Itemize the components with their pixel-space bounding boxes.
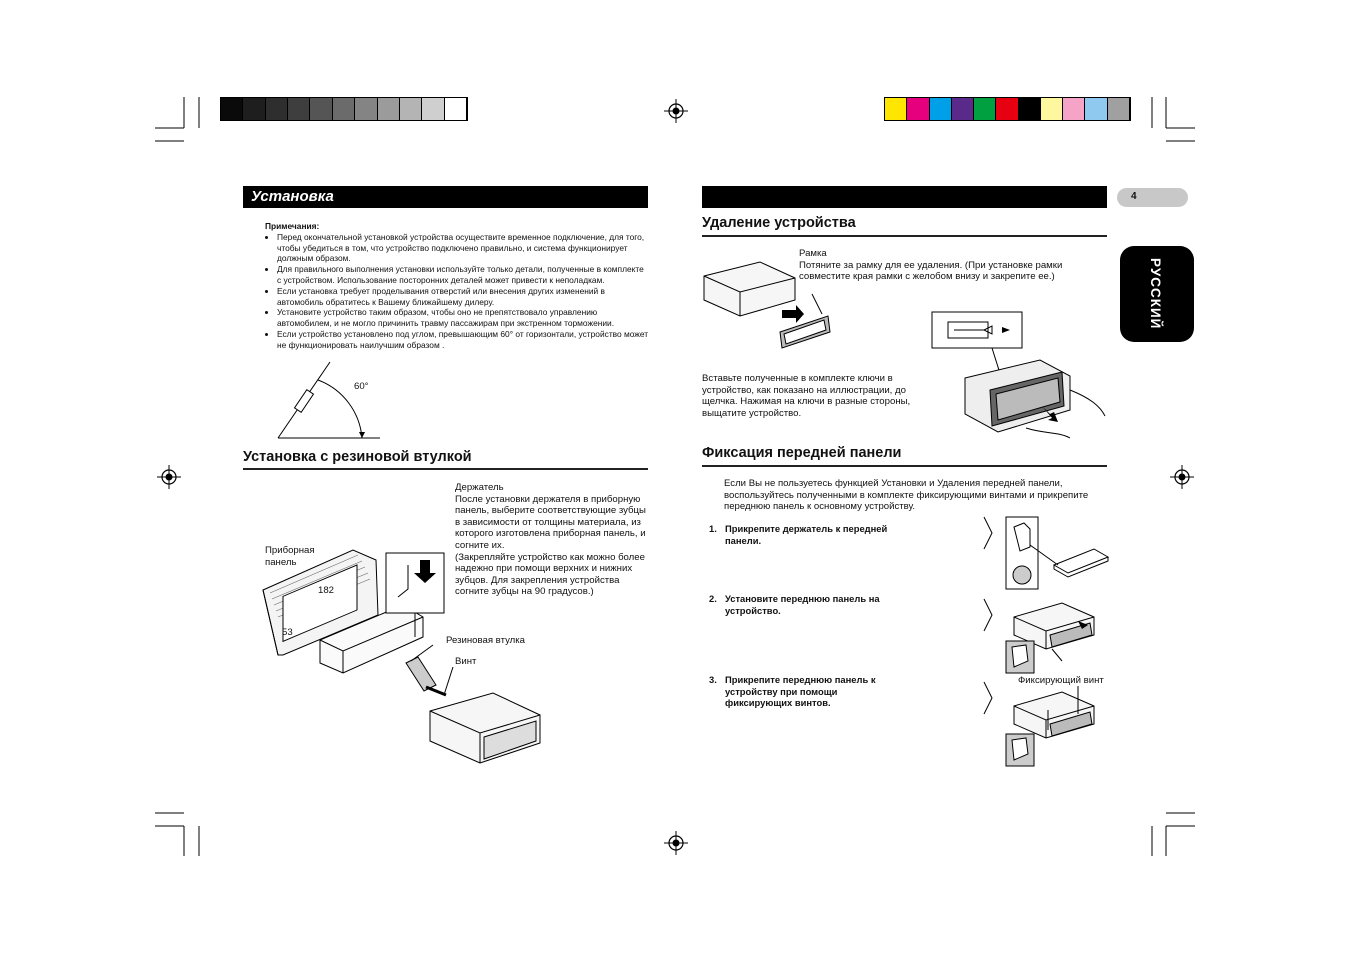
step-2-illustration [982,597,1112,677]
step-text: Прикрепите держатель к передней панели. [725,523,888,546]
heading-rule [702,465,1107,467]
frame-description [799,248,1109,283]
page-number: 4 [1131,191,1137,202]
color-swatch [422,98,444,120]
step-number: 3. [709,674,717,685]
color-swatch [288,98,310,120]
color-swatch [974,98,996,120]
heading-rule [702,235,1107,237]
section-title-bar [243,186,648,208]
color-swatch [400,98,422,120]
step-1 [709,523,909,553]
removal-heading: Удаление устройства [702,215,856,231]
registration-mark-bottom [664,831,688,855]
color-swatch [996,98,1018,120]
step-2 [709,593,909,623]
color-swatch [907,98,929,120]
keys-description: Вставьте полученные в комплекте ключи в устройство, как показано на иллюстрации, до щелчка. Нажимая на ключи в разные стороны, выщатите устройство. [702,373,911,419]
step-3-illustration [982,680,1112,770]
bushing-label: Резиновая втулка [446,635,525,646]
dimension-53: 53 [282,627,293,638]
note-item: • Если установка требует проделывания отверстий или внесения других изменений в автомобиль обратитесь к Вашему ближайшему дилеру. [277,286,650,308]
color-swatch [378,98,400,120]
gray-calibration-strip [220,97,468,121]
color-swatch [1063,98,1085,120]
registration-mark-right [1170,465,1194,489]
key-removal-illustration [930,310,1110,440]
angle-label: 60° [354,381,369,392]
holder-text: После установки держателя в приборную панель, выберите соответствующие зубцы в зависимости от толщины материала, из которого изготовлена приборная панель, и согните их. [455,493,646,551]
fixing-intro: Если Вы не пользуетесь функцией Установки и Удаления передней панели, воспользуйтесь полученными в комплекте фиксирующими винтами и прикрепите переднюю панель к основному устройству. [724,478,1089,513]
angle-diagram [270,358,390,443]
dimension-182: 182 [318,585,335,596]
color-swatch [445,98,467,120]
note-item: • Установите устройство таким образом, чтобы оно не препятствовало управлению автомобилем, и не могло причинить травму пассажирам при экстренном торможении. [277,307,650,329]
heading-rule [243,468,648,470]
step-number: 1. [709,523,717,534]
holder-title: Держатель [455,482,504,493]
registration-mark-left [157,465,181,489]
color-swatch [952,98,974,120]
color-swatch [310,98,332,120]
color-swatch [1108,98,1130,120]
color-swatch [355,98,377,120]
fixing-heading: Фиксация передней панели [702,445,902,461]
rubber-bushing-illustration [258,545,548,765]
color-swatch [266,98,288,120]
language-tab [1120,246,1194,342]
frame-text: Потяните за рамку для ее удаления. (При установке рамки совместите края рамки с желобом внизу и закрепите ее.) [799,259,1063,283]
notes-list [265,232,650,351]
color-swatch [243,98,265,120]
color-swatch [885,98,907,120]
notes-heading: Примечания: [265,221,320,231]
right-header-bar [702,186,1107,208]
color-swatch [1019,98,1041,120]
note-item: • Если устройство установлено под углом, превышающим 60° от горизонтали, устройство может не функционировать наилучшим образом . [277,329,650,351]
note-item: • Для правильного выполнения установки используйте только детали, полученные в комплекте с устройством. Использование посторонних деталей может привести к неполадкам. [277,264,650,286]
notes-block [265,221,650,351]
step-3 [709,674,909,714]
color-swatch [221,98,243,120]
color-swatch [1041,98,1063,120]
step-text: Установите переднюю панель на устройство. [725,593,880,616]
registration-mark-top [664,99,688,123]
color-swatch [333,98,355,120]
frame-removal-illustration [700,254,840,354]
section-title: Установка [251,188,334,205]
holder-note: (Закрепляйте устройство как можно более надежно при помощи верхних и нижних зубцов. Для закрепления устройства согните зубцы на 90 градусов.) [455,551,645,598]
color-swatch [930,98,952,120]
rubber-bushing-heading: Установка с резиновой втулкой [243,449,472,465]
frame-title: Рамка [799,248,827,259]
color-calibration-strip [884,97,1131,121]
step-text: Прикрепите переднюю панель к устройству при помощи фиксирующих винтов. [725,674,876,709]
step-1-illustration [982,515,1112,590]
step-number: 2. [709,593,717,604]
note-item: • Перед окончательной установкой устройства осуществите временное подключение, для того, чтобы убедиться в том, что устройство подключено правильно, и система функционирует должным образом. [277,232,650,264]
page-number-tab [1117,188,1188,207]
dashboard-label: Приборная панель [265,545,315,568]
screw-label: Винт [455,656,477,667]
fixing-screw-label: Фиксирующий винт [1018,675,1104,686]
language-label: РУССКИЙ [1148,258,1163,330]
color-swatch [1085,98,1107,120]
